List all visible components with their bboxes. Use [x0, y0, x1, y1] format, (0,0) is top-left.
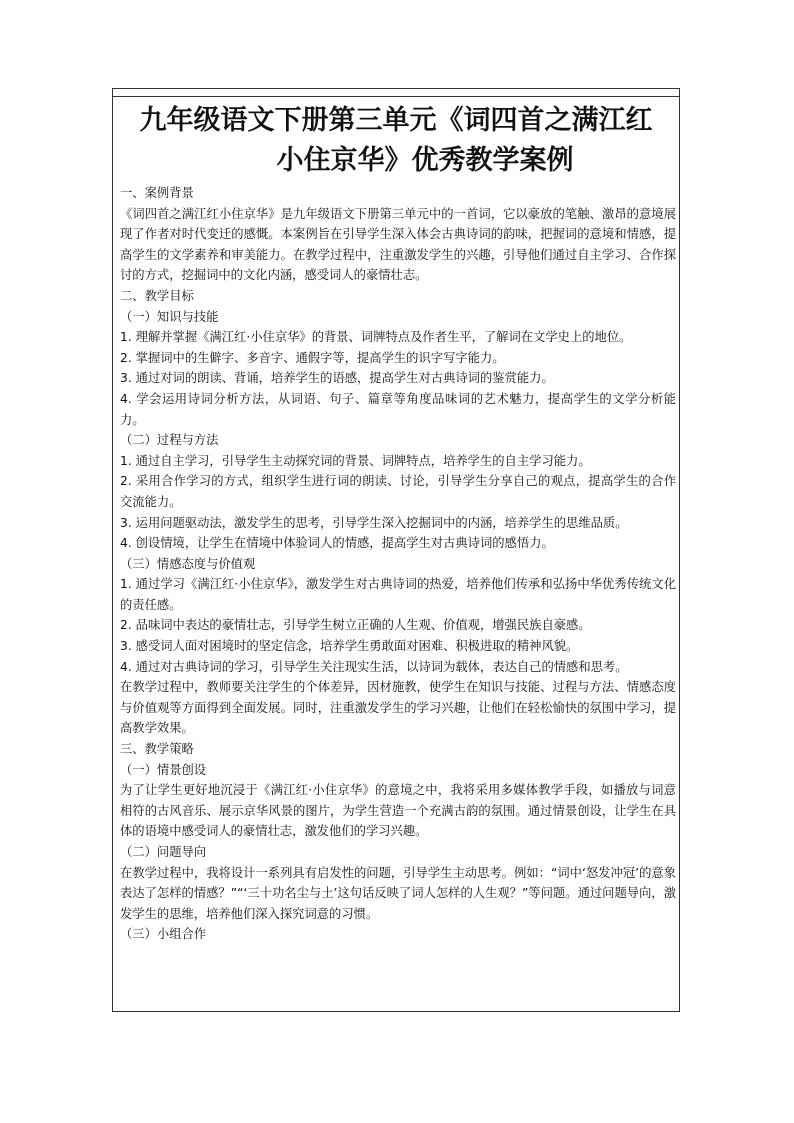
paragraph: 《词四首之满江红小住京华》是九年级语文下册第三单元中的一首词，它以豪放的笔触、激昂的意境展现了作者对时代变迁的感慨。本案例旨在引导学生深入体会古典诗词的韵味，把握词的意境和情感，提高学生的文学素养和审美能力。在教学过程中，注重激发学生的兴趣，引导他们通过自主学习、合作探讨的方式，挖掘词中的文化内涵，感受词人的豪情壮志。 [120, 206, 676, 283]
list-item: 1. 理解并掌握《满江红·小住京华》的背景、词牌特点及作者生平，了解词在文学史上的地位。 [120, 330, 632, 345]
subsection-heading: （三）小组合作 [120, 927, 207, 942]
list-item: 2. 品味词中表达的豪情壮志，引导学生树立正确的人生观、价值观，增强民族自豪感。 [120, 618, 591, 633]
list-item: 3. 感受词人面对困境时的坚定信念，培养学生勇敢面对困难、积极进取的精神风貌。 [120, 639, 579, 654]
paragraph: 为了让学生更好地沉浸于《满江红·小住京华》的意境之中，我将采用多媒体教学手段，如播放与词意相符的古风音乐、展示京华风景的图片，为学生营造一个充满古韵的氛围。通过情景创设，让学生在具体的语境中感受词人的豪情壮志，激发他们的学习兴趣。 [120, 783, 676, 839]
list-item: 3. 运用问题驱动法，激发学生的思考，引导学生深入挖掘词中的内涵，培养学生的思维品质。 [120, 515, 628, 530]
subsection-heading: （一）情景创设 [120, 762, 207, 777]
list-item: 4. 通过对古典诗词的学习，引导学生关注现实生活，以诗词为载体，表达自己的情感和思考。 [120, 659, 628, 674]
title-line-1: 九年级语文下册第三单元《词四首之满江红 [139, 105, 653, 136]
subsection-heading: （三）情感态度与价值观 [120, 556, 256, 571]
list-item: 4. 创设情境，让学生在情境中体验词人的情感，提高学生对古典诗词的感悟力。 [120, 536, 554, 551]
list-item: 2. 掌握词中的生僻字、多音字、通假字等，提高学生的识字写字能力。 [120, 350, 505, 365]
subsection-heading: （二）问题导向 [120, 845, 207, 859]
list-item: 1. 通过学习《满江红·小住京华》，激发学生对古典诗词的热爱，培养他们传承和弘扬中华优秀传统文化的责任感。 [120, 577, 676, 612]
section-heading: 一、案例背景 [120, 186, 194, 200]
document-frame [112, 88, 680, 1012]
section-heading: 二、教学目标 [120, 288, 194, 303]
subsection-heading: （一）知识与技能 [120, 309, 219, 324]
list-item: 3. 通过对词的朗读、背诵，培养学生的语感，提高学生对古典诗词的鉴赏能力。 [120, 371, 554, 386]
subsection-heading: （二）过程与方法 [120, 433, 219, 448]
section-heading: 三、教学策略 [120, 742, 194, 757]
paragraph: 在教学过程中，教师要关注学生的个体差异，因材施教，使学生在知识与技能、过程与方法、情感态度与价值观等方面得到全面发展。同时，注重激发学生的学习兴趣，让他们在轻松愉快的氛围中学习，提高教学效果。 [120, 680, 676, 736]
list-item: 1. 通过自主学习，引导学生主动探究词的背景、词牌特点，培养学生的自主学习能力。 [120, 453, 591, 468]
title-line-2: 小住京华》优秀教学案例 [276, 145, 574, 176]
paragraph: 在教学过程中，我将设计一系列具有启发性的问题，引导学生主动思考。例如：“词中‘怒发冲冠’的意象表达了怎样的情感？”“‘三十功名尘与土’这句话反映了词人怎样的人生观？”等问题。通过问题导向，激发学生的思维，培养他们深入探究词意的习惯。 [120, 865, 676, 921]
list-item: 4. 学会运用诗词分析方法，从词语、句子、篇章等角度品味词的艺术魅力，提高学生的文学分析能力。 [120, 391, 676, 427]
list-item: 2. 采用合作学习的方式，组织学生进行词的朗读、讨论，引导学生分享自己的观点，提高学生的合作交流能力。 [120, 474, 676, 509]
page-title [113, 101, 679, 181]
divider [113, 96, 679, 97]
document-body [120, 183, 676, 945]
